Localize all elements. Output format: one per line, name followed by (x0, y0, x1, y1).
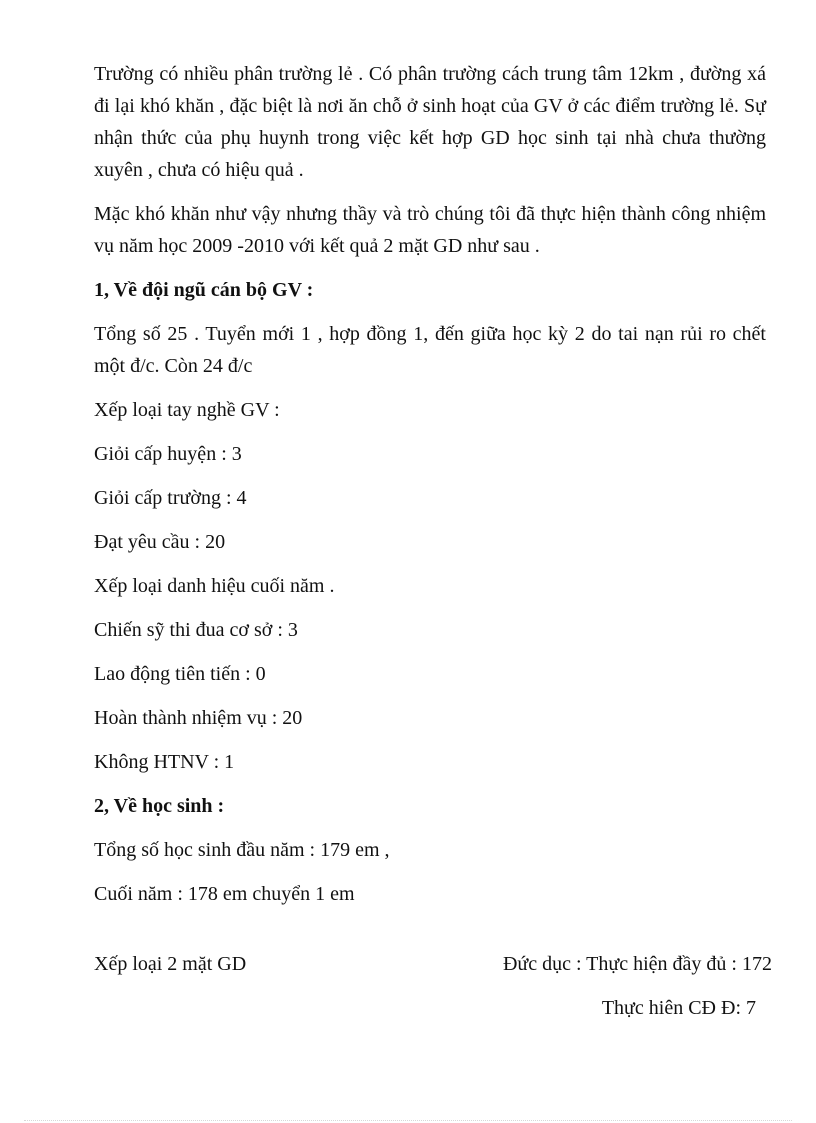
text-line: Lao động tiên tiến : 0 (94, 663, 266, 685)
moral-education-secondary-value: Thực hiên CĐ Đ: 7 (601, 997, 756, 1019)
text-line: Hoàn thành nhiệm vụ : 20 (94, 707, 303, 729)
paragraph-school-results: Mặc khó khăn như vậy nhưng thầy và trò chúng tôi đã thực hiện thành công nhiệm vụ năm học 2009 -2010 với kết quả 2 mặt GD như sau . (94, 203, 766, 257)
page-bottom-divider (24, 1120, 792, 1121)
text-line: Chiến sỹ thi đua cơ sở : 3 (94, 619, 298, 641)
paragraph-school-conditions: Trường có nhiều phân trường lẻ . Có phân trường cách trung tâm 12km , đường xá đi lại khó khăn , đặc biệt là nơi ăn chỗ ở sinh hoạt của GV ở các điểm trường lẻ. Sự nhận thức của phụ huynh trong việc kết hợp GD học sinh tại nhà chưa thường xuyên , chưa có hiệu quả . (94, 63, 766, 181)
heading-teacher-staff: 1, Về đội ngũ cán bộ GV : (94, 279, 314, 301)
document-page (94, 58, 772, 1024)
text-line: Cuối năm : 178 em chuyển 1 em (94, 883, 355, 905)
text-line: Không HTNV : 1 (94, 751, 235, 773)
text-line: Xếp loại tay nghề GV : (94, 399, 280, 421)
text-line: Giỏi cấp huyện : 3 (94, 443, 242, 465)
text-line: Xếp loại danh hiệu cuối năm . (94, 575, 335, 597)
heading-students: 2, Về học sinh : (94, 795, 225, 817)
text-line: Giỏi cấp trường : 4 (94, 487, 247, 509)
text-line: Tổng số học sinh đầu năm : 179 em , (94, 839, 390, 861)
paragraph-staff-total: Tổng số 25 . Tuyển mới 1 , hợp đồng 1, đến giữa học kỳ 2 do tai nạn rủi ro chết một đ/c. Còn 24 đ/c (94, 323, 766, 377)
moral-education-value: Đức dục : Thực hiện đầy đủ : 172 (502, 953, 772, 975)
classification-label: Xếp loại 2 mặt GD (94, 953, 247, 975)
classification-row (94, 948, 772, 980)
text-line: Đạt yêu cầu : 20 (94, 531, 226, 553)
